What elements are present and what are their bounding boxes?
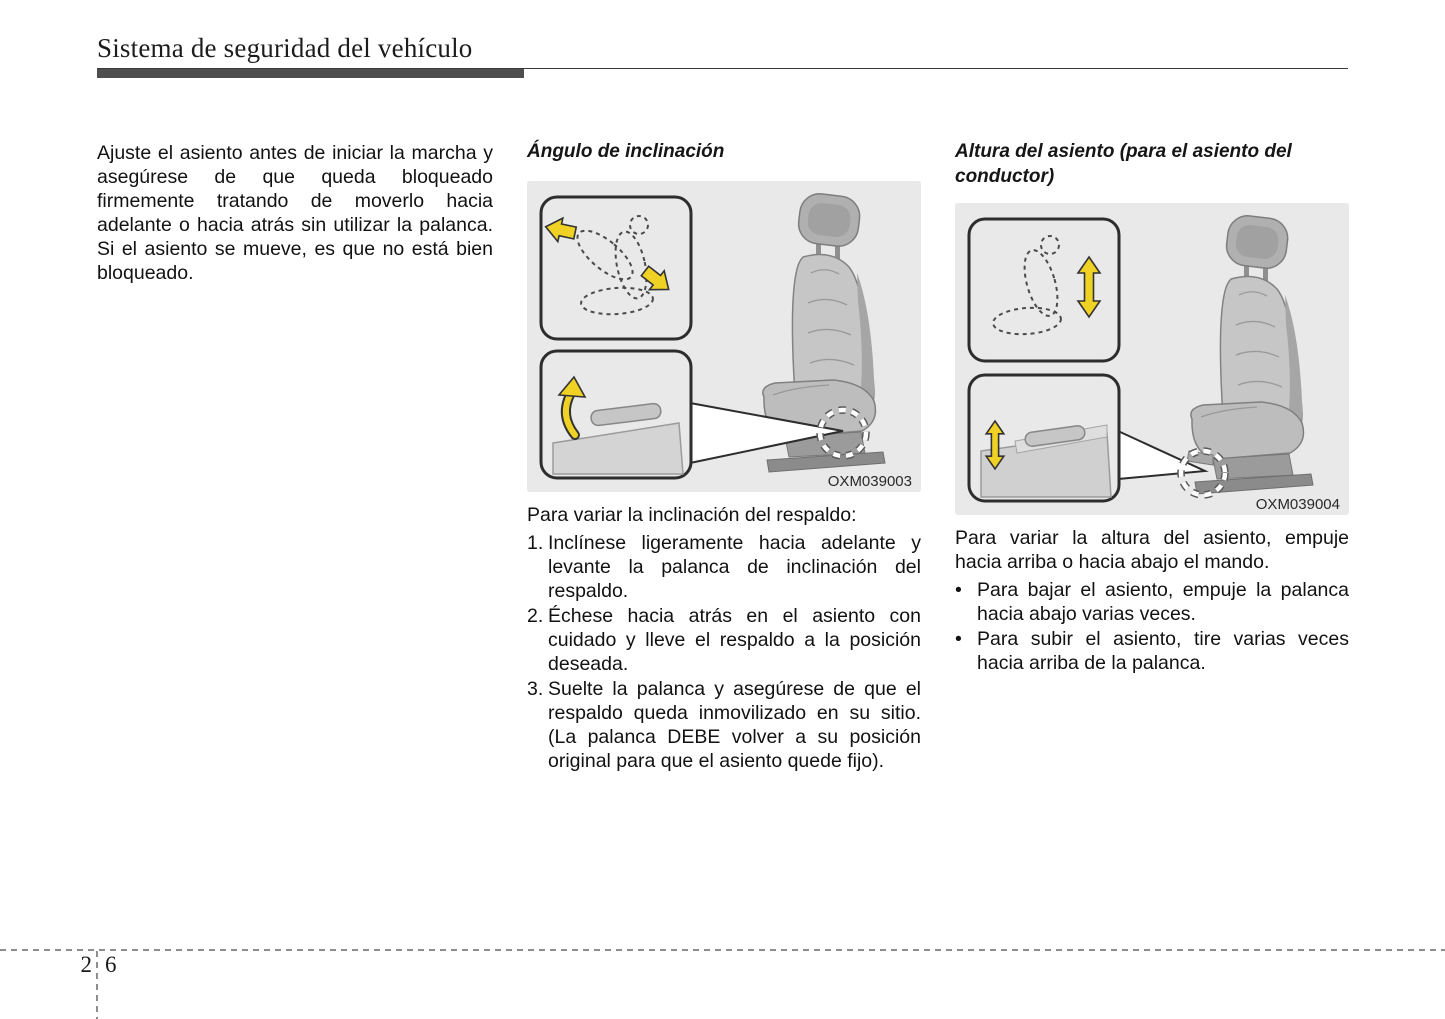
list-item — [527, 604, 921, 676]
recline-steps — [527, 531, 921, 773]
recline-illustration — [527, 181, 921, 492]
step-number: 3. — [527, 678, 544, 700]
bullet-icon: • — [955, 628, 962, 650]
intro-paragraph: Ajuste el asiento antes de iniciar la marcha y asegúrese de que queda bloqueado firmemente tratando de moverlo hacia adelante o hacia atrás sin utilizar la palanca. Si el asiento se mueve, es que no está bien bloqueado. — [97, 142, 493, 284]
list-item — [955, 578, 1349, 626]
bullet-text: Para subir el asiento, tire varias veces hacia arriba de la palanca. — [977, 628, 1349, 674]
height-figure — [955, 203, 1349, 515]
height-lead: Para variar la altura del asiento, empuje hacia arriba o hacia abajo el mando. — [955, 527, 1349, 573]
list-item — [955, 627, 1349, 675]
recline-lead: Para variar la inclinación del respaldo: — [527, 504, 857, 526]
page-title: Sistema de seguridad del vehículo — [97, 33, 473, 63]
recline-motion-callout — [541, 197, 691, 339]
step-text: Suelte la palanca y asegúrese de que el respaldo queda inmovilizado en su sitio. (La palanca DEBE volver a su posición original para que el asiento quede fijo). — [548, 678, 921, 772]
chapter-number: 2 — [80, 952, 92, 977]
bullet-text: Para bajar el asiento, empuje la palanca hacia abajo varias veces. — [977, 579, 1349, 625]
figure-code: OXM039004 — [1255, 496, 1340, 513]
footer-dashed-vline — [96, 951, 98, 1019]
bullet-icon: • — [955, 579, 962, 601]
step-text: Échese hacia atrás en el asiento con cuidado y lleve el respaldo a la posición deseada. — [548, 605, 921, 675]
header-accent-bar — [97, 69, 524, 78]
height-heading: Altura del asiento (para el asiento del conductor) — [955, 141, 1292, 187]
step-number: 1. — [527, 532, 544, 554]
height-bullets — [955, 578, 1349, 675]
height-column — [955, 139, 1349, 676]
recline-heading: Ángulo de inclinación — [527, 141, 725, 162]
step-text: Inclínese ligeramente hacia adelante y levante la palanca de inclinación del respaldo. — [548, 532, 921, 602]
step-number: 2. — [527, 605, 544, 627]
list-item — [527, 677, 921, 773]
list-item — [527, 531, 921, 603]
recline-figure — [527, 181, 921, 492]
footer-dashed-line — [0, 949, 1445, 951]
intro-column — [97, 141, 493, 285]
page-number: 6 — [105, 952, 117, 977]
height-lever-callout — [969, 375, 1119, 501]
figure-code: OXM039003 — [827, 473, 912, 490]
height-illustration — [955, 203, 1349, 515]
recline-column — [527, 139, 921, 774]
height-motion-callout — [969, 219, 1119, 361]
recline-lever-callout — [541, 351, 691, 478]
